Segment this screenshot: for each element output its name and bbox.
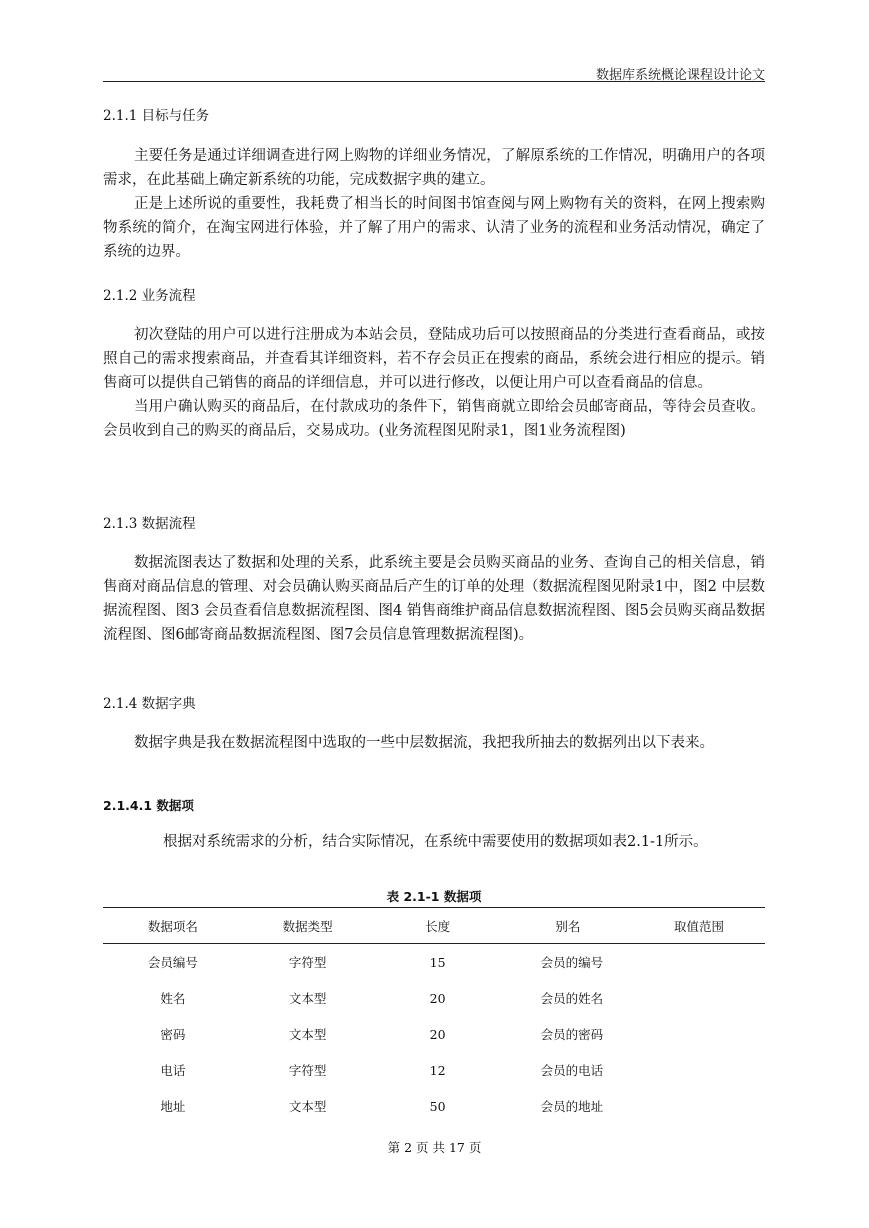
section-body-2-1-1 (103, 144, 765, 264)
paragraph: 主要任务是通过详细调查进行网上购物的详细业务情况，了解原系统的工作情况，明确用户的各项需求，在此基础上确定新系统的功能，完成数据字典的建立。 (103, 148, 765, 188)
table-row (103, 980, 765, 1016)
table-cell: 文本型 (288, 1099, 327, 1114)
data-items-table (103, 907, 765, 1124)
page-number-footer: 第 2 页 共 17 页 (387, 1140, 482, 1155)
column-header: 数据项名 (103, 908, 243, 944)
table-cell: 20 (429, 990, 446, 1006)
section-body-2-1-4 (103, 731, 765, 755)
column-header: 取值范围 (633, 908, 765, 944)
column-header: 别名 (503, 908, 634, 944)
table-row (103, 1016, 765, 1052)
paragraph: 初次登陆的用户可以进行注册成为本站会员，登陆成功后可以按照商品的分类进行查看商品，或按照自己的需求搜索商品，并查看其详细资料，若不存会员正在搜索的商品，系统会进行相应的提示。销售商可以提供自己销售的商品的详细信息，并可以进行修改，以便让用户可以查看商品的信息。 (103, 327, 765, 391)
table-cell: 电话 (160, 1063, 186, 1078)
table-cell: 字符型 (288, 955, 327, 970)
section-heading-2-1-3: 2.1.3 数据流程 (103, 516, 196, 532)
table-cell: 20 (429, 1026, 446, 1042)
table-cell: 会员编号 (147, 955, 198, 970)
table-cell: 12 (429, 1062, 446, 1078)
section-heading-2-1-4: 2.1.4 数据字典 (103, 696, 196, 712)
table-cell: 文本型 (288, 1027, 327, 1042)
table-cell (633, 944, 765, 981)
table-caption: 表 2.1-1 数据项 (386, 889, 482, 904)
header-divider (103, 81, 765, 82)
paragraph: 数据字典是我在数据流程图中选取的一些中层数据流，我把我所抽去的数据列出以下表来。 (134, 735, 714, 751)
table-cell: 50 (429, 1098, 446, 1114)
section-body-2-1-3 (103, 551, 765, 647)
table-cell: 会员的电话 (540, 1063, 604, 1078)
paragraph: 数据流图表达了数据和处理的关系，此系统主要是会员购买商品的业务、查询自己的相关信息，销售商对商品信息的管理、对会员确认购买商品后产生的订单的处理（数据流程图见附录1中，图2 中层数据流程图、图3 会员查看信息数据流程图、图4 销售商维护商品信息数据流程图、图5会员购买商品数据流程图、图6邮寄商品数据流程图、图7会员信息管理数据流程图)。 (103, 555, 765, 643)
section-body-2-1-4-1 (103, 830, 765, 854)
paragraph: 当用户确认购买的商品后，在付款成功的条件下，销售商就立即给会员邮寄商品，等待会员查收。会员收到自己的购买的商品后，交易成功。(业务流程图见附录1，图1业务流程图) (103, 399, 765, 439)
table-row (103, 1052, 765, 1088)
table-cell: 姓名 (160, 991, 186, 1006)
table-cell (633, 1052, 765, 1088)
running-header-title: 数据库系统概论课程设计论文 (595, 68, 765, 83)
paragraph: 根据对系统需求的分析，结合实际情况，在系统中需要使用的数据项如表2.1-1所示。 (163, 834, 708, 850)
table-cell: 15 (429, 954, 446, 970)
table-cell: 地址 (160, 1099, 186, 1114)
table-cell (633, 1088, 765, 1124)
table-cell: 密码 (160, 1027, 186, 1042)
column-header: 数据类型 (243, 908, 373, 944)
table-cell: 会员的地址 (540, 1099, 604, 1114)
table-cell: 会员的姓名 (540, 991, 604, 1006)
table-cell (633, 1016, 765, 1052)
table-cell: 会员的编号 (540, 955, 604, 970)
table-cell: 会员的密码 (540, 1027, 604, 1042)
section-heading-2-1-1: 2.1.1 目标与任务 (103, 108, 210, 124)
table-row (103, 944, 765, 981)
section-heading-2-1-4-1: 2.1.4.1 数据项 (103, 798, 194, 813)
paragraph: 正是上述所说的重要性，我耗费了相当长的时间图书馆查阅与网上购物有关的资料，在网上搜索购物系统的简介，在淘宝网进行体验，并了解了用户的需求、认清了业务的流程和业务活动情况，确定了系统的边界。 (103, 196, 765, 260)
table-row (103, 1088, 765, 1124)
table-header-row (103, 908, 765, 944)
column-header: 长度 (373, 908, 503, 944)
table-cell (633, 980, 765, 1016)
table-cell: 文本型 (288, 991, 327, 1006)
table-cell: 字符型 (288, 1063, 327, 1078)
section-body-2-1-2 (103, 323, 765, 443)
section-heading-2-1-2: 2.1.2 业务流程 (103, 288, 196, 304)
